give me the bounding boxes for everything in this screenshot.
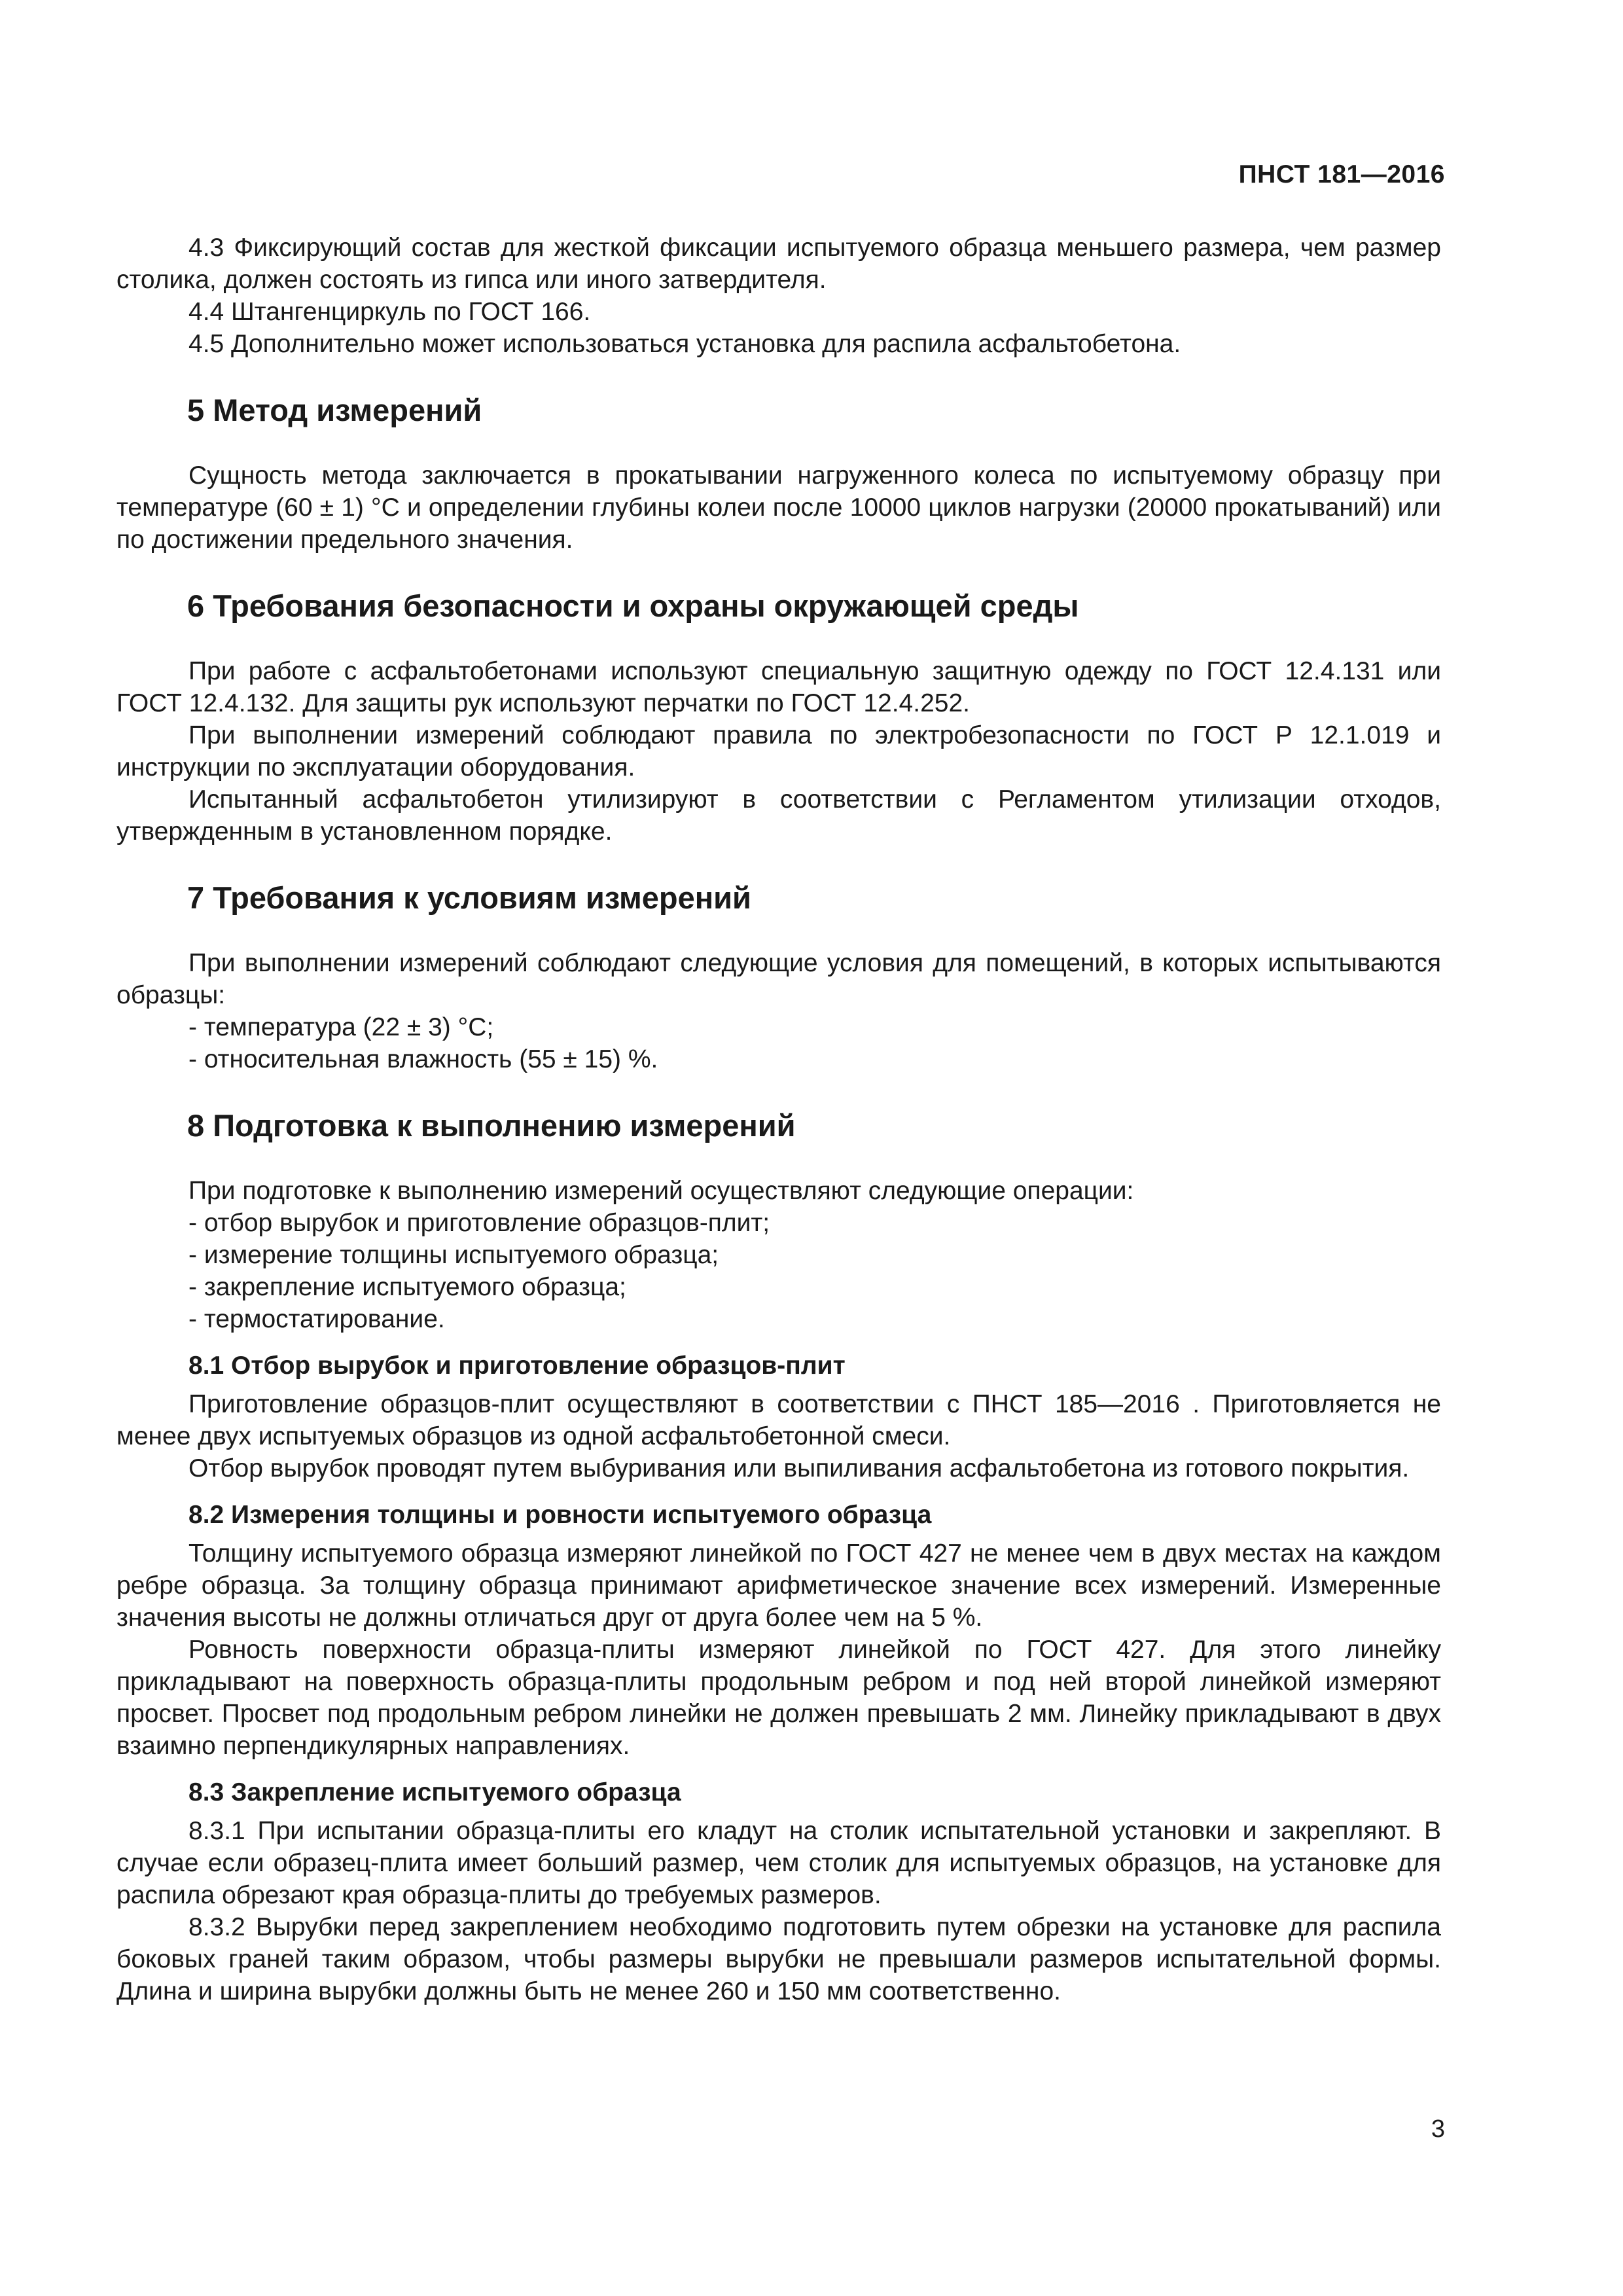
paragraph-8-3-2: 8.3.2 Вырубки перед закреплением необходимо подготовить путем обрезки на установке для распила боковых граней таким образом, чтобы размеры вырубки не превышали размеров испытательной формы. Длина и ширина вырубки должны быть не менее 260 и 150 мм соответственно.: [116, 1913, 1441, 2005]
section-5-paragraph: Сущность метода заключается в прокатывании нагруженного колеса по испытуемому образцу при температуре (60 ± 1) °С и определении глубины колеи после 10000 циклов нагрузки (20000 прокатываний) или по достижении предельного значения.: [116, 461, 1441, 554]
subsection-8-3-heading-wrap: [116, 1776, 1441, 1808]
section-6-paragraph-1: При работе с асфальтобетонами используют специальную защитную одежду по ГОСТ 12.4.131 или ГОСТ 12.4.132. Для защиты рук используют перчатки по ГОСТ 12.4.252.: [116, 657, 1441, 717]
section-6-paragraph-3: Испытанный асфальтобетон утилизируют в соответствии с Регламентом утилизации отходов, утвержденным в установленном порядке.: [116, 785, 1441, 846]
section-7-heading: 7 Требования к условиям измерений: [187, 880, 751, 915]
paragraph-4-4: 4.4 Штангенциркуль по ГОСТ 166.: [188, 298, 591, 326]
subsection-8-2-paragraph-1: Толщину испытуемого образца измеряют линейкой по ГОСТ 427 не менее чем в двух местах на каждом ребре образца. За толщину образца принимают арифметическое значение всех измерений. Измеренные значения высоты не должны отличаться друг от друга более чем на 5 %.: [116, 1539, 1441, 1632]
subsection-8-1-paragraph-2: Отбор вырубок проводят путем выбуривания или выпиливания асфальтобетона из готового покрытия.: [188, 1454, 1410, 1482]
subsection-8-1-heading: 8.1 Отбор вырубок и приготовление образцов-плит: [188, 1352, 846, 1380]
list-item: - термостатирование.: [188, 1305, 445, 1333]
list-item: - температура (22 ± 3) °С;: [188, 1013, 494, 1041]
section-8-heading: 8 Подготовка к выполнению измерений: [187, 1108, 796, 1143]
section-6-paragraph-2: При выполнении измерений соблюдают правила по электробезопасности по ГОСТ Р 12.1.019 и инструкции по эксплуатации оборудования.: [116, 721, 1441, 781]
subsection-8-2-paragraph-2: Ровность поверхности образца-плиты измеряют линейкой по ГОСТ 427. Для этого линейку прикладывают на поверхность образца-плиты продольным ребром и под ней второй линейкой измеряют просвет. Просвет под продольным ребром линейки не должен превышать 2 мм. Линейку прикладывают в двух взаимно перпендикулярных направлениях.: [116, 1636, 1441, 1760]
section-6-heading: 6 Требования безопасности и охраны окружающей среды: [187, 588, 1079, 623]
paragraph-8-3-1: 8.3.1 При испытании образца-плиты его кладут на столик испытательной установки и закрепляют. В случае если образец-плита имеет больший размер, чем столик для испытуемых образцов, на установке для распила обрезают края образца-плиты до требуемых размеров.: [116, 1817, 1441, 1909]
list-item: - отбор вырубок и приготовление образцов-плит;: [188, 1209, 770, 1237]
list-item: - закрепление испытуемого образца;: [188, 1273, 626, 1301]
section-5-heading-wrap: [116, 391, 1441, 430]
list-item: - относительная влажность (55 ± 15) %.: [188, 1045, 658, 1073]
subsection-8-1-heading-wrap: [116, 1350, 1441, 1382]
subsection-8-2-heading-wrap: [116, 1499, 1441, 1531]
page-content: [116, 232, 1441, 2007]
document-code: ПНСТ 181—2016: [1238, 160, 1445, 188]
subsection-8-3-heading: 8.3 Закрепление испытуемого образца: [188, 1778, 681, 1806]
paragraph-4-3: 4.3 Фиксирующий состав для жесткой фиксации испытуемого образца меньшего размера, чем размер столика, должен состоять из гипса или иного затвердителя.: [116, 234, 1441, 294]
section-8-heading-wrap: [116, 1106, 1441, 1145]
section-7-paragraph: При выполнении измерений соблюдают следующие условия для помещений, в которых испытываются образцы:: [116, 949, 1441, 1009]
section-6-heading-wrap: [116, 586, 1441, 626]
section-5-heading: 5 Метод измерений: [187, 393, 482, 427]
section-7-heading-wrap: [116, 878, 1441, 918]
subsection-8-2-heading: 8.2 Измерения толщины и ровности испытуемого образца: [188, 1501, 932, 1529]
paragraph-4-5: 4.5 Дополнительно может использоваться установка для распила асфальтобетона.: [188, 330, 1181, 358]
page-number: 3: [1431, 2115, 1445, 2143]
section-8-paragraph: При подготовке к выполнению измерений осуществляют следующие операции:: [188, 1177, 1134, 1205]
subsection-8-1-paragraph-1: Приготовление образцов-плит осуществляют в соответствии с ПНСТ 185—2016 . Приготовляется не менее двух испытуемых образцов из одной асфальтобетонной смеси.: [116, 1390, 1441, 1450]
list-item: - измерение толщины испытуемого образца;: [188, 1241, 719, 1269]
